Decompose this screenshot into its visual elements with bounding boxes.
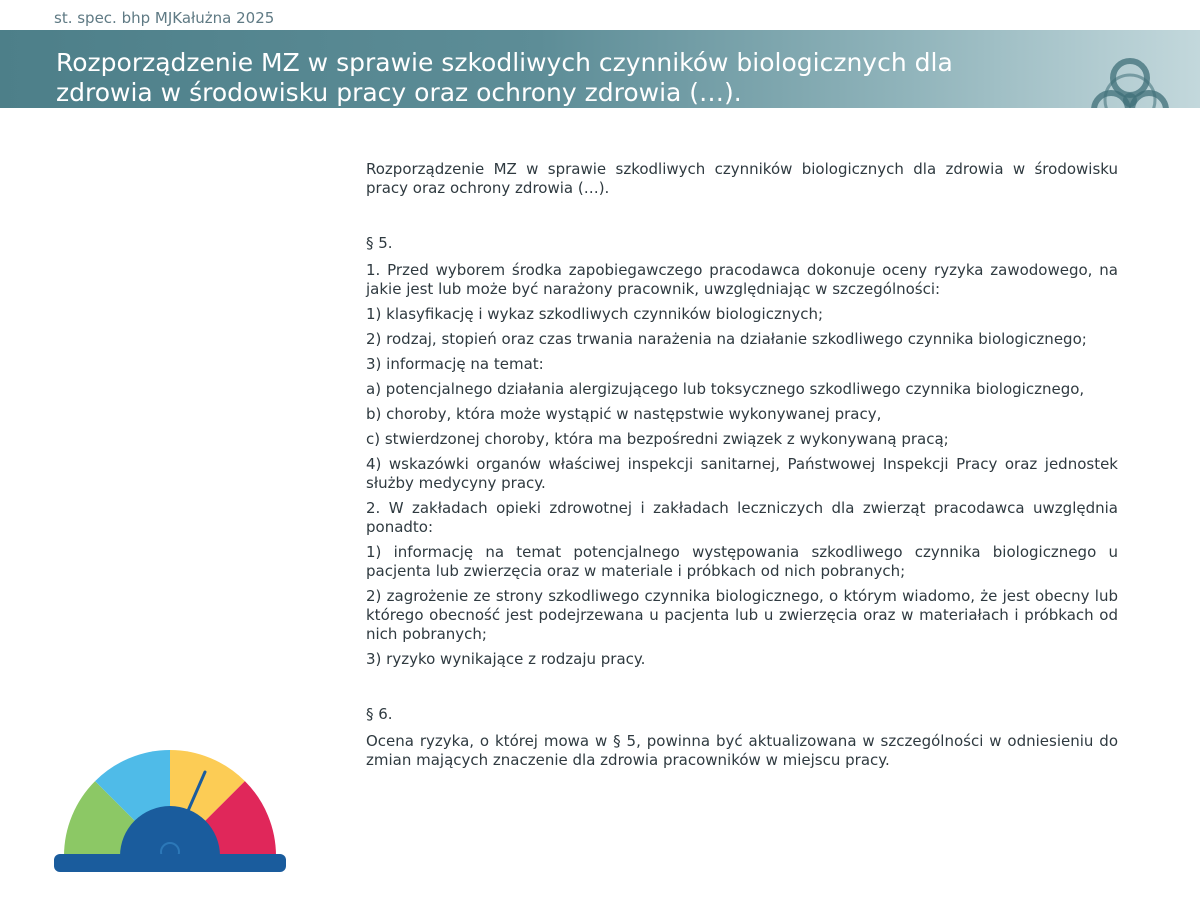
section-5-item: 2) rodzaj, stopień oraz czas trwania narażenia na działanie szkodliwego czynnika biologicznego; xyxy=(366,330,1087,348)
section-6-label: § 6. xyxy=(366,705,393,723)
risk-gauge-icon xyxy=(52,742,288,874)
section-5-item: 4) wskazówki organów właściwej inspekcji sanitarnej, Państwowej Inspekcji Pracy oraz jednostek służby medycyny pracy. xyxy=(366,455,1118,492)
section-5-item: 2. W zakładach opieki zdrowotnej i zakładach leczniczych dla zwierząt pracodawca uwzględnia ponadto: xyxy=(366,499,1118,536)
section-5-item: c) stwierdzonej choroby, która ma bezpośredni związek z wykonywaną pracą; xyxy=(366,430,949,448)
section-5-item: 2) zagrożenie ze strony szkodliwego czynnika biologicznego, o którym wiadomo, że jest obecny lub którego obecność jest podejrzewana u pacjenta lub u zwierzęcia oraz w materiałach i próbkach od nich pobranych; xyxy=(366,587,1118,643)
author-footer-text: st. spec. bhp MJKałużna 2025 xyxy=(54,9,275,27)
biohazard-icon xyxy=(1078,58,1182,108)
title-banner xyxy=(0,30,1200,108)
section-6-text: Ocena ryzyka, o której mowa w § 5, powinna być aktualizowana w szczególności w odniesieniu do zmian mających znaczenie dla zdrowia pracowników w miejscu pracy. xyxy=(366,732,1118,769)
section-5-item: 1) klasyfikację i wykaz szkodliwych czynników biologicznych; xyxy=(366,305,824,323)
section-5-item: 1) informację na temat potencjalnego występowania szkodliwego czynnika biologicznego u pacjenta lub zwierzęcia oraz w materiale i próbkach od nich pobranych; xyxy=(366,543,1118,580)
section-5-item: 3) ryzyko wynikające z rodzaju pracy. xyxy=(366,650,646,668)
section-5-item: a) potencjalnego działania alergizującego lub toksycznego szkodliwego czynnika biologicznego, xyxy=(366,380,1085,398)
document-heading: Rozporządzenie MZ w sprawie szkodliwych czynników biologicznych dla zdrowia w środowisku pracy oraz ochrony zdrowia (…). xyxy=(366,160,1118,197)
section-5-item: 3) informację na temat: xyxy=(366,355,544,373)
section-5-label: § 5. xyxy=(366,234,393,252)
slide-title: Rozporządzenie MZ w sprawie szkodliwych czynników biologicznych dla zdrowia w środowisku pracy oraz ochrony zdrowia (…). xyxy=(56,48,953,107)
section-5-item: b) choroby, która może wystąpić w następstwie wykonywanej pracy, xyxy=(366,405,882,423)
section-5-item: 1. Przed wyborem środka zapobiegawczego pracodawca dokonuje oceny ryzyka zawodowego, na jakie jest lub może być narażony pracownik, uwzględniając w szczególności: xyxy=(366,261,1118,298)
gauge-base xyxy=(54,854,286,872)
document-body xyxy=(366,160,1118,776)
